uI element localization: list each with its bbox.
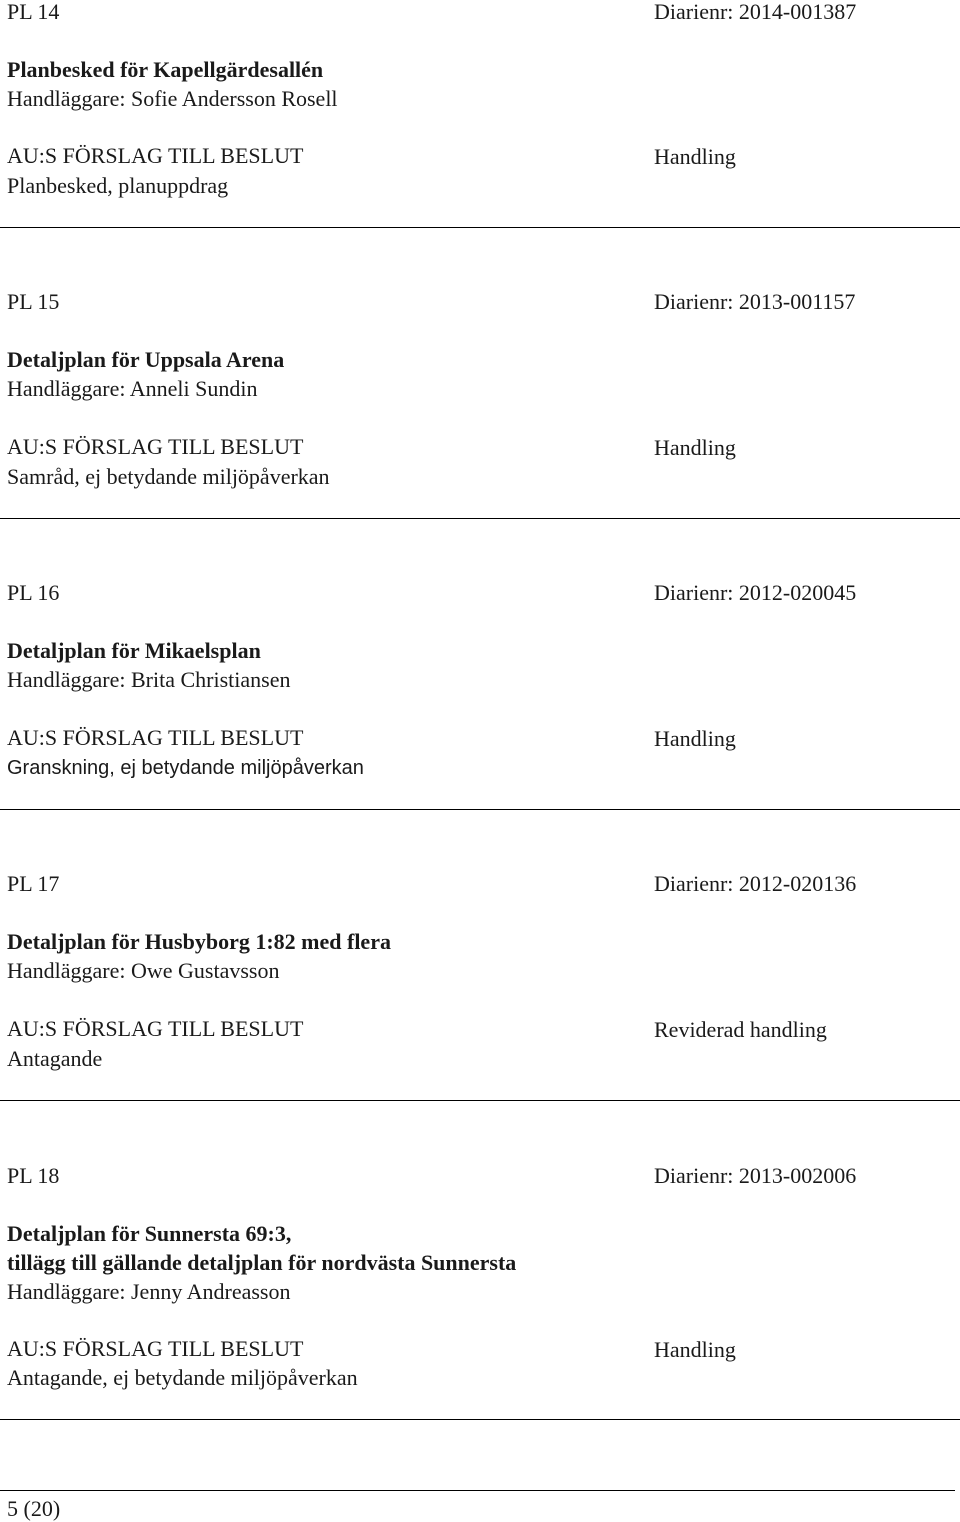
handlaggare: Handläggare: Owe Gustavsson xyxy=(7,958,280,983)
diarienr: Diarienr: 2013-002006 xyxy=(654,1163,857,1188)
document-type: Reviderad handling xyxy=(654,1017,827,1042)
proposal-heading: AU:S FÖRSLAG TILL BESLUT xyxy=(7,434,304,459)
item-title-continued: tillägg till gällande detaljplan för nordvästa Sunnersta xyxy=(7,1250,517,1275)
diarienr: Diarienr: 2014-001387 xyxy=(654,0,857,24)
item-separator xyxy=(0,518,960,519)
item-number: PL 17 xyxy=(7,871,60,896)
item-separator xyxy=(0,809,960,810)
item-separator xyxy=(0,227,960,228)
handlaggare: Handläggare: Anneli Sundin xyxy=(7,376,258,401)
item-title: Detaljplan för Uppsala Arena xyxy=(7,347,285,372)
document-type: Handling xyxy=(654,1337,736,1362)
proposal-heading: AU:S FÖRSLAG TILL BESLUT xyxy=(7,1016,304,1041)
item-title: Detaljplan för Mikaelsplan xyxy=(7,638,261,663)
handlaggare: Handläggare: Brita Christiansen xyxy=(7,667,291,692)
diarienr: Diarienr: 2012-020136 xyxy=(654,871,857,896)
handlaggare: Handläggare: Sofie Andersson Rosell xyxy=(7,86,338,111)
item-number: PL 15 xyxy=(7,289,60,314)
diarienr: Diarienr: 2012-020045 xyxy=(654,580,857,605)
item-number: PL 14 xyxy=(7,0,60,24)
footer-rule xyxy=(0,1490,955,1491)
item-title: Detaljplan för Sunnersta 69:3, xyxy=(7,1221,292,1246)
item-title: Detaljplan för Husbyborg 1:82 med flera xyxy=(7,929,391,954)
proposal-heading: AU:S FÖRSLAG TILL BESLUT xyxy=(7,725,304,750)
proposal-heading: AU:S FÖRSLAG TILL BESLUT xyxy=(7,1336,304,1361)
diarienr: Diarienr: 2013-001157 xyxy=(654,289,856,314)
decision-text: Planbesked, planuppdrag xyxy=(7,173,229,198)
document-type: Handling xyxy=(654,726,736,751)
document-type: Handling xyxy=(654,435,736,460)
decision-text: Granskning, ej betydande miljöpåverkan xyxy=(7,757,364,779)
document-type: Handling xyxy=(654,144,736,169)
decision-text: Antagande xyxy=(7,1046,103,1071)
item-title: Planbesked för Kapellgärdesallén xyxy=(7,57,324,82)
handlaggare: Handläggare: Jenny Andreasson xyxy=(7,1279,291,1304)
decision-text: Samråd, ej betydande miljöpåverkan xyxy=(7,464,330,489)
item-number: PL 16 xyxy=(7,580,60,605)
item-number: PL 18 xyxy=(7,1163,60,1188)
decision-text: Antagande, ej betydande miljöpåverkan xyxy=(7,1365,358,1390)
proposal-heading: AU:S FÖRSLAG TILL BESLUT xyxy=(7,143,304,168)
page-number: 5 (20) xyxy=(7,1496,61,1521)
item-separator xyxy=(0,1419,960,1420)
item-separator xyxy=(0,1100,960,1101)
